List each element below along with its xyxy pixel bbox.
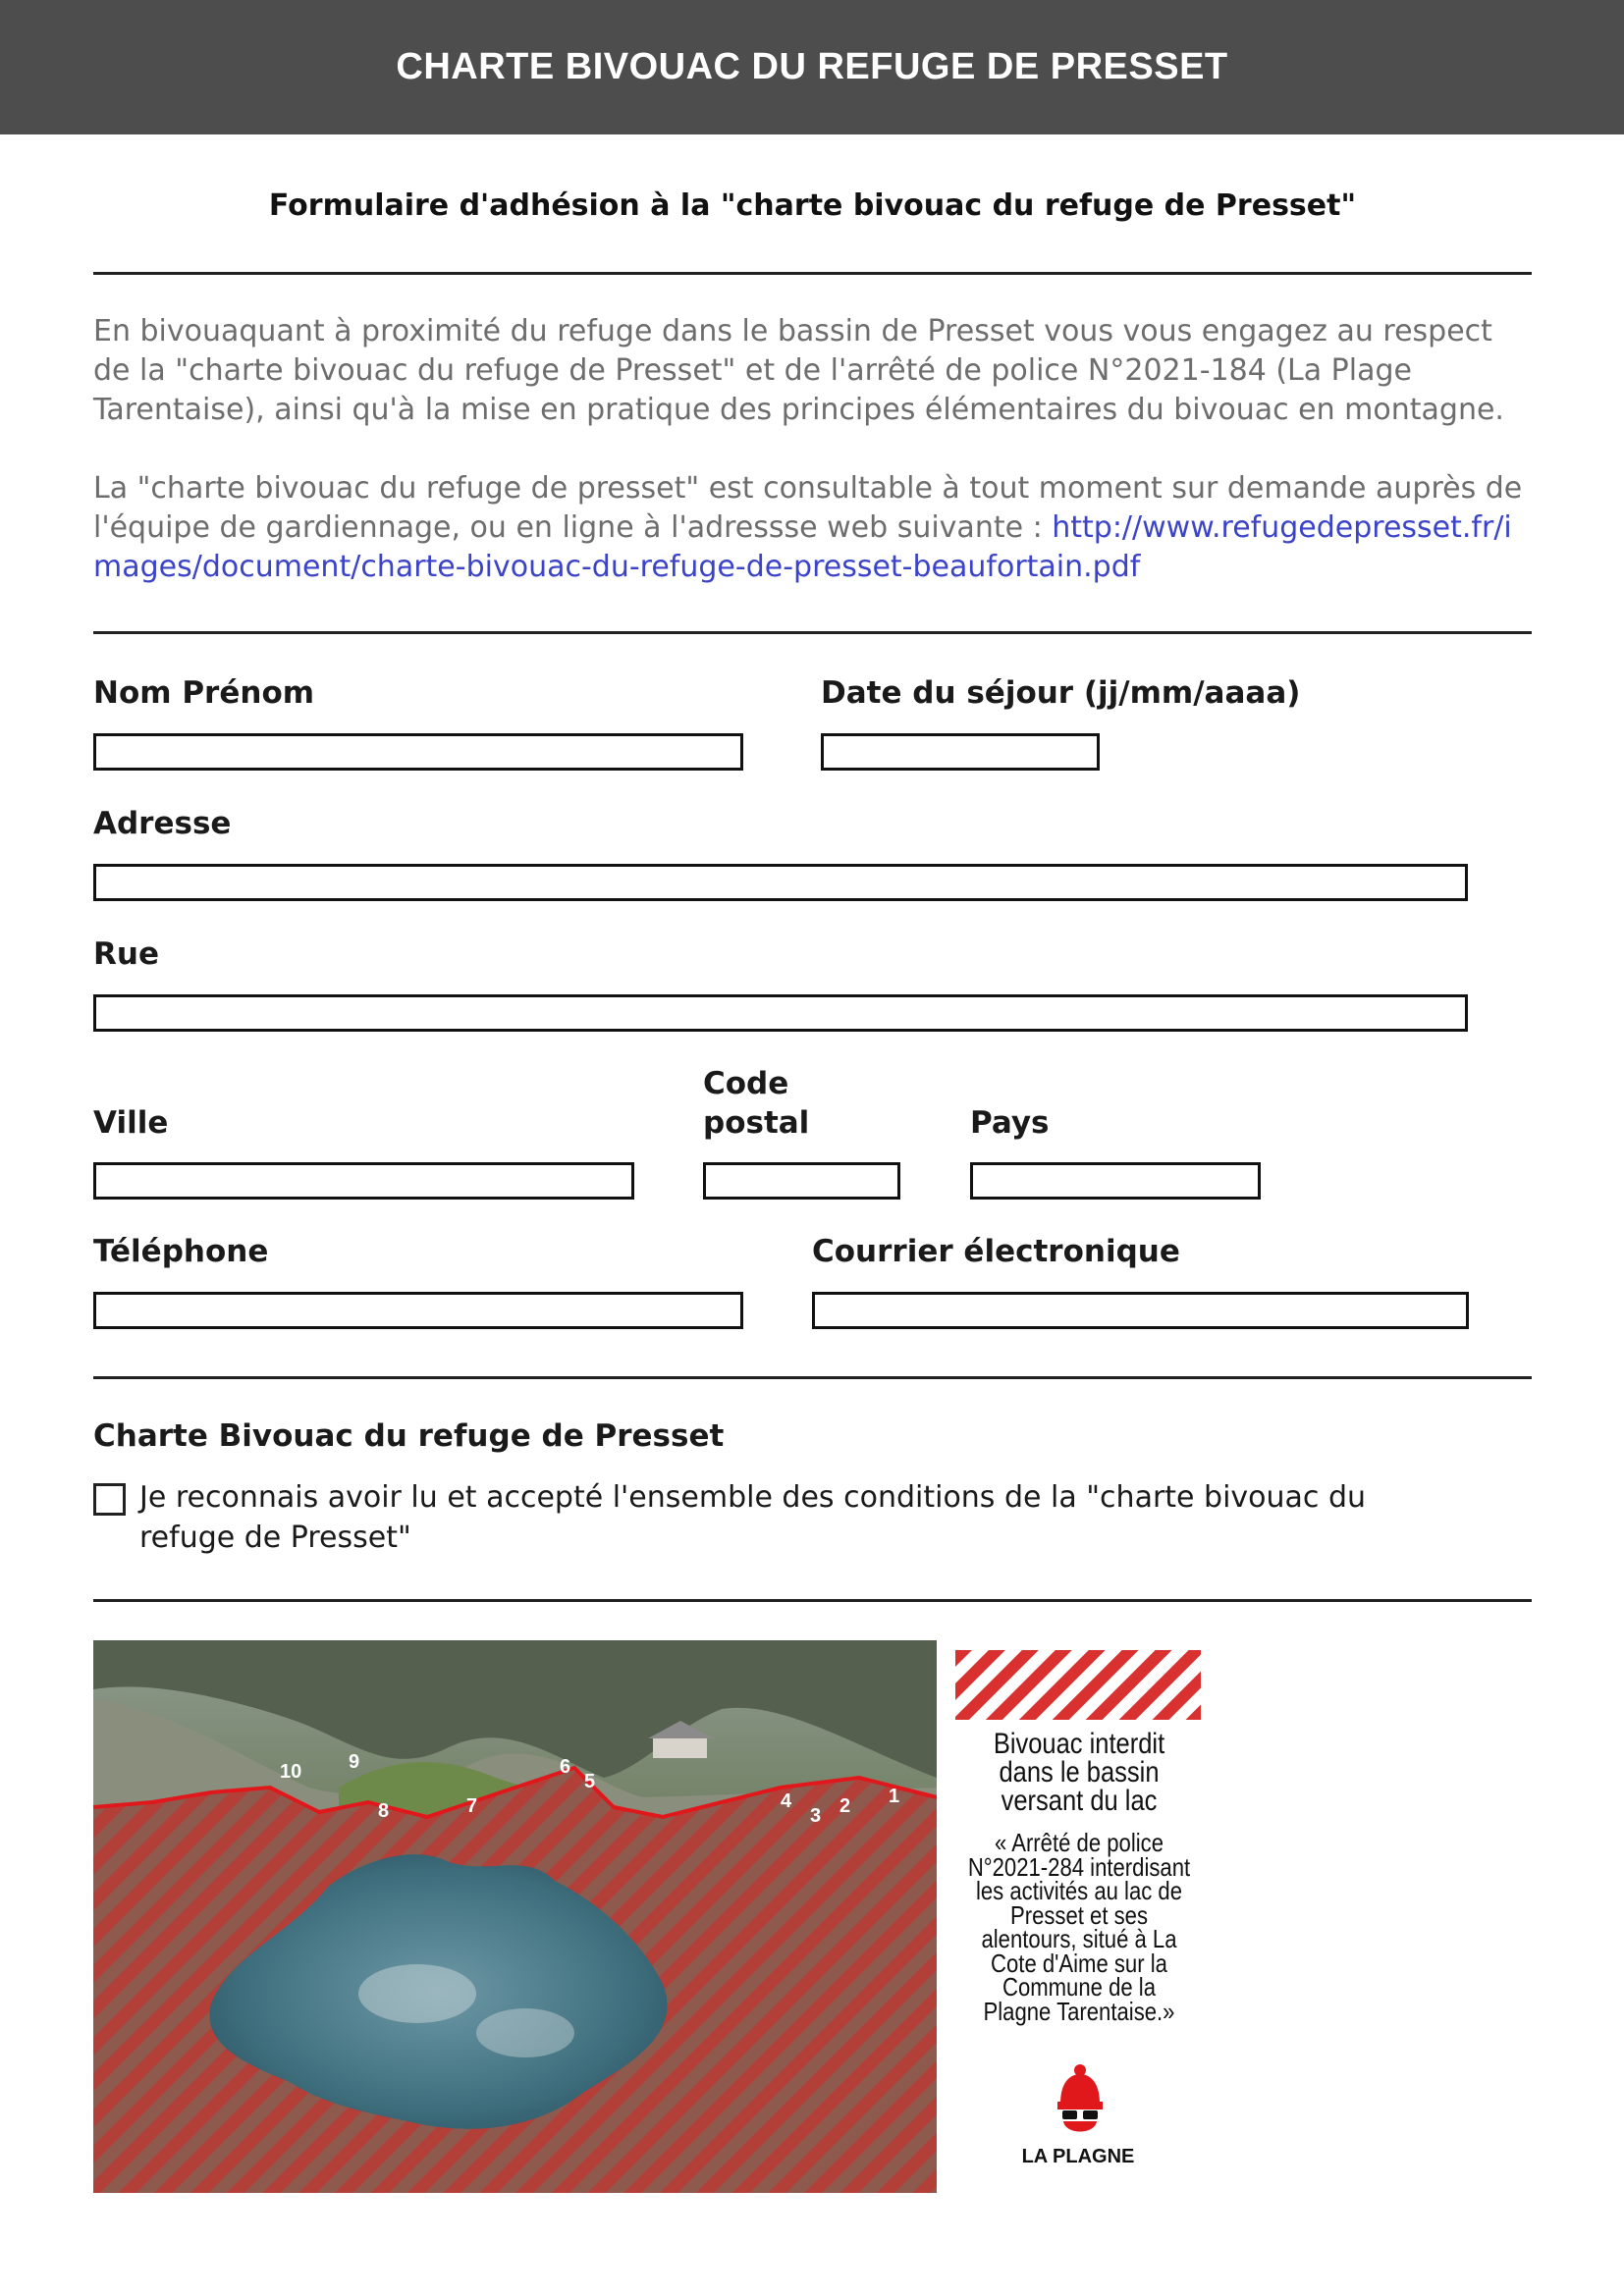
form-title: Formulaire d'adhésion à la "charte bivouac du refuge de Presset" [268, 188, 1357, 223]
intro-paragraph-2 [93, 469, 1537, 587]
pays-input[interactable] [970, 1162, 1261, 1200]
photo-marker: 6 [560, 1756, 571, 1778]
header-banner [0, 0, 1624, 134]
divider [93, 272, 1532, 275]
la-plagne-logo-icon [1046, 2064, 1114, 2143]
photo-marker: 5 [584, 1771, 596, 1792]
photo-marker: 8 [378, 1800, 390, 1822]
pays-label: Pays [970, 1105, 1050, 1141]
photo-marker: 7 [466, 1795, 478, 1817]
la-plagne-logo-text: LA PLAGNE [1021, 2146, 1135, 2167]
divider [93, 631, 1532, 634]
lac-presset-photo [93, 1640, 937, 2193]
code-postal-input[interactable] [703, 1162, 900, 1200]
adresse-label: Adresse [93, 806, 232, 841]
charte-section-title: Charte Bivouac du refuge de Presset [93, 1418, 725, 1454]
adresse-input[interactable] [93, 864, 1468, 901]
photo-marker: 1 [889, 1786, 900, 1807]
accept-charte-label: Je reconnais avoir lu et accepté l'ensemble des conditions de la "charte bivouac du refuge de Presset" [139, 1480, 1367, 1555]
photo-marker: 10 [280, 1761, 302, 1783]
photo-marker: 2 [839, 1795, 851, 1817]
code-postal-label [703, 1064, 809, 1143]
nom-prenom-label: Nom Prénom [93, 675, 315, 711]
photo-marker: 4 [781, 1790, 792, 1812]
divider [93, 1376, 1532, 1379]
page-title: CHARTE BIVOUAC DU REFUGE DE PRESSET [396, 46, 1228, 87]
ville-input[interactable] [93, 1162, 634, 1200]
photo-marker: 3 [810, 1805, 822, 1827]
email-input[interactable] [812, 1292, 1469, 1329]
code-postal-label-line1: Code [703, 1066, 789, 1101]
date-sejour-input[interactable] [821, 733, 1100, 771]
bivouac-interdit-title: Bivouac interdit dans le bassin versant du lac [993, 1728, 1165, 1817]
rue-input[interactable] [93, 994, 1468, 1032]
date-sejour-label: Date du séjour (jj/mm/aaaa) [821, 675, 1301, 711]
telephone-input[interactable] [93, 1292, 743, 1329]
rue-label: Rue [93, 936, 159, 972]
divider [93, 1599, 1532, 1602]
warning-stripes [955, 1650, 1201, 1720]
email-label: Courrier électronique [812, 1234, 1180, 1269]
accept-charte-checkbox[interactable] [93, 1483, 126, 1516]
intro-paragraph-2-text: La "charte bivouac du refuge de presset" est consultable à tout moment sur demande auprès de l'équipe de gardiennage, ou en ligne à l'adressse web suivante : [93, 471, 1523, 545]
intro-paragraph-1: En bivouaquant à proximité du refuge dans le bassin de Presset vous vous engagez au respect de la "charte bivouac du refuge de Presset" et de l'arrêté de police N°2021-184 (La Plage Tarentaise), ainsi qu'à la mise en pratique des principes élémentaires du bivouac en montagne. [93, 314, 1504, 427]
charte-pdf-link[interactable]: http://www.refugedepresset.fr/images/document/charte-bivouac-du-refuge-de-presset-beaufortain.pdf [93, 510, 1512, 584]
arrete-police-quote: « Arrêté de police N°2021-284 interdisant les activités au lac de Presset et ses alentours, situé à La Cote d'Aime sur la Commune de la Plagne Tarentaise.» [967, 1828, 1191, 2026]
nom-prenom-input[interactable] [93, 733, 743, 771]
code-postal-label-line2: postal [703, 1105, 810, 1141]
photo-marker: 9 [349, 1751, 360, 1773]
ville-label: Ville [93, 1105, 169, 1141]
telephone-label: Téléphone [93, 1234, 269, 1269]
